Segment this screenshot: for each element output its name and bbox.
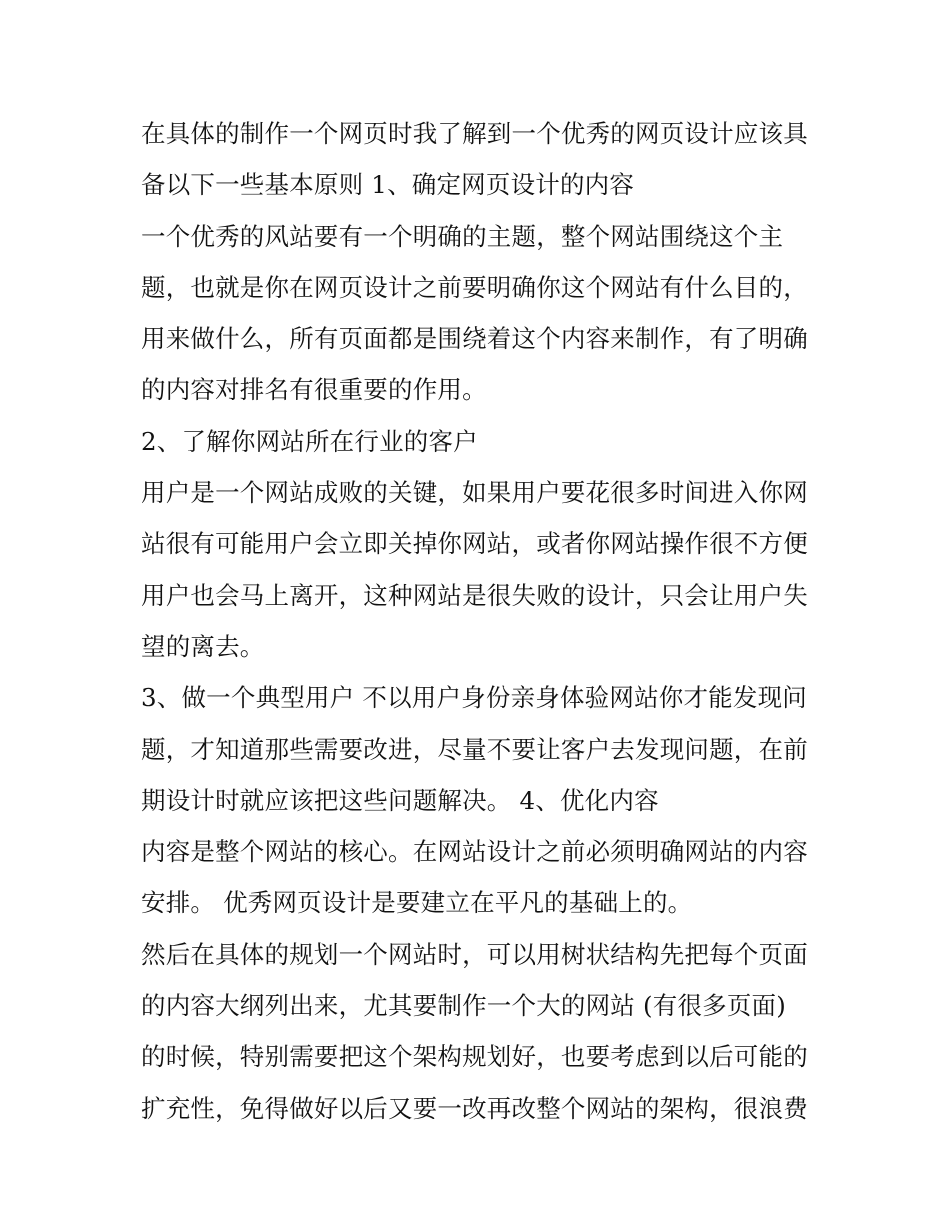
text-line: 题，才知道那些需要改进，尽量不要让客户去发现问题，在前 bbox=[141, 734, 808, 764]
text-line: 2、了解你网站所在行业的客户 bbox=[141, 426, 478, 456]
text-line: 内容是整个网站的核心。在网站设计之前必须明确网站的内容 bbox=[141, 837, 808, 867]
text-line: 站很有可能用户会立即关掉你网站，或者你网站操作很不方便 bbox=[141, 529, 808, 559]
text-line: 然后在具体的规划一个网站时，可以用树状结构先把每个页面 bbox=[141, 939, 808, 969]
text-line: 在具体的制作一个网页时我了解到一个优秀的网页设计应该具 bbox=[141, 119, 808, 148]
text-line: 用来做什么，所有页面都是围绕着这个内容来制作，有了明确 bbox=[141, 324, 808, 354]
text-line: 备以下一些基本原则 1、确定网页设计的内容 bbox=[141, 170, 635, 200]
text-line: 的内容大纲列出来，尤其要制作一个大的网站 (有很多页面) bbox=[141, 991, 787, 1021]
text-line: 的内容对排名有很重要的作用。 bbox=[141, 375, 487, 405]
text-line: 期设计时就应该把这些问题解决。 4、优化内容 bbox=[141, 785, 659, 815]
text-line: 望的离去。 bbox=[141, 631, 265, 661]
document-body bbox=[141, 108, 821, 1134]
text-line: 安排。 优秀网页设计是要建立在平凡的基础上的。 bbox=[141, 888, 693, 918]
text-line: 题，也就是你在网页设计之前要明确你这个网站有什么目的， bbox=[141, 272, 808, 302]
text-line: 3、做一个典型用户 不以用户身份亲身体验网站你才能发现问 bbox=[141, 683, 807, 713]
text-line: 的时候，特别需要把这个架构规划好，也要考虑到以后可能的 bbox=[141, 1042, 808, 1072]
text-line: 用户是一个网站成败的关键，如果用户要花很多时间进入你网 bbox=[141, 478, 808, 508]
text-line: 扩充性，免得做好以后又要一改再改整个网站的架构，很浪费 bbox=[141, 1093, 808, 1123]
text-line: 一个优秀的风站要有一个明确的主题，整个网站围绕这个主 bbox=[141, 221, 784, 251]
text-line: 用户也会马上离开，这种网站是很失败的设计，只会让用户失 bbox=[141, 580, 808, 610]
